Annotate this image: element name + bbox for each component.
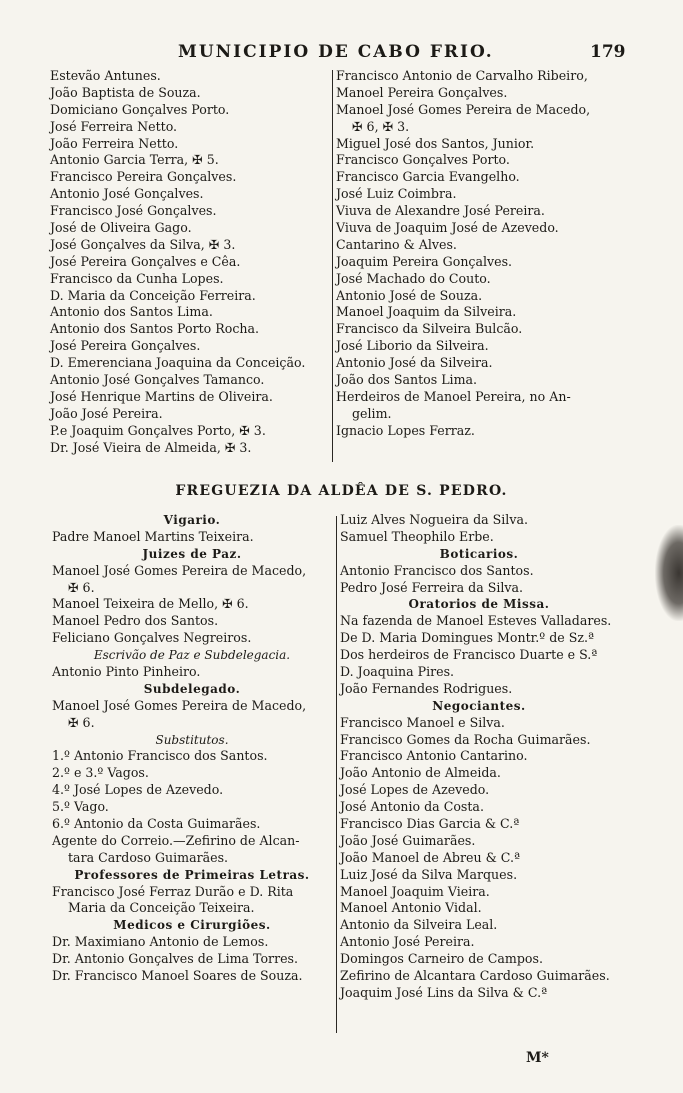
entry-substituto: 5.º Vago. (52, 799, 109, 815)
entry-resident: Francisco Gonçalves Porto. (336, 152, 510, 168)
entry-resident: Manoel Pereira Gonçalves. (336, 84, 508, 100)
bottom-right-column (340, 512, 618, 1002)
top-left-column (50, 68, 332, 456)
entry-resident: José Liborio da Silveira. (336, 338, 489, 354)
entry-professor-cont: Maria da Conceição Teixeira. (68, 900, 255, 916)
entry-substituto: 4.º José Lopes de Azevedo. (52, 782, 224, 798)
entry-resident: João Baptista de Souza. (50, 84, 201, 100)
entry-negociante: Francisco Manoel e Silva. (340, 714, 505, 730)
entry-negociante: João Manoel de Abreu & C.ª (340, 849, 520, 865)
heading-vigario: Vigario. (163, 513, 221, 527)
entry-resident: José Henrique Martins de Oliveira. (50, 388, 273, 404)
entry-resident: Ignacio Lopes Ferraz. (336, 422, 475, 438)
heading-substitutos: Substitutos. (155, 732, 229, 747)
entry-agente-correio: Agente do Correio.—Zefirino de Alcan- (52, 832, 300, 848)
entry-resident: José Gonçalves da Silva, ✠ 3. (50, 236, 236, 252)
entry-resident: Antonio José de Souza. (336, 287, 483, 303)
entry-resident: Herdeiros de Manoel Pereira, no An- (336, 388, 571, 404)
entry-resident: Antonio José da Silveira. (336, 355, 493, 371)
heading-medicos: Medicos e Cirurgiões. (113, 918, 271, 933)
entry-negociante: Antonio da Silveira Leal. (340, 917, 498, 933)
entry-resident: Domiciano Gonçalves Porto. (50, 101, 230, 117)
entry-oratorio: Na fazenda de Manoel Esteves Valladares. (340, 613, 612, 629)
top-right-column (336, 68, 614, 440)
entry-resident: Viuva de Joaquim José de Azevedo. (336, 220, 559, 236)
entry-resident: João Ferreira Netto. (50, 135, 179, 151)
entry-escrivao: Antonio Pinto Pinheiro. (52, 664, 201, 680)
entry-substituto: 6.º Antonio da Costa Guimarães. (52, 816, 261, 832)
entry-juiz: Manoel José Gomes Pereira de Macedo, (52, 562, 307, 578)
page-number: 179 (590, 42, 626, 62)
entry-resident: D. Maria da Conceição Ferreira. (50, 287, 256, 303)
page-header (0, 42, 683, 66)
entry-resident: Estevão Antunes. (50, 68, 161, 83)
entry-negociante: Joaquim José Lins da Silva & C.ª (340, 984, 548, 1000)
entry-negociante: Francisco Gomes da Rocha Guimarães. (340, 731, 591, 747)
entry-negociante: Manoel Joaquim Vieira. (340, 883, 490, 899)
section-title: FREGUEZIA DA ALDÊA DE S. PEDRO. (175, 483, 508, 499)
entry-resident: Samuel Theophilo Erbe. (340, 528, 494, 544)
entry-professor: Francisco José Ferraz Durão e D. Rita (52, 883, 294, 899)
heading-negociantes: Negociantes. (432, 698, 526, 713)
entry-juiz: Feliciano Gonçalves Negreiros. (52, 630, 252, 646)
entry-resident: José Machado do Couto. (336, 270, 491, 286)
entry-subdelegado-cont: ✠ 6. (68, 714, 95, 730)
entry-resident: Antonio dos Santos Lima. (50, 304, 213, 320)
entry-resident: Antonio José Gonçalves. (50, 186, 204, 202)
entry-substituto: 1.º Antonio Francisco dos Santos. (52, 748, 268, 764)
entry-agente-correio-cont: tara Cardoso Guimarães. (68, 849, 229, 865)
entry-resident: Miguel José dos Santos, Junior. (336, 135, 535, 151)
column-divider-top (332, 70, 333, 462)
entry-resident: D. Emerenciana Joaquina da Conceição. (50, 355, 306, 371)
entry-juiz: Manoel Teixeira de Mello, ✠ 6. (52, 596, 249, 612)
entry-resident: Francisco da Silveira Bulcão. (336, 321, 523, 337)
entry-resident: José Ferreira Netto. (50, 118, 178, 134)
entry-resident: Cantarino & Alves. (336, 236, 457, 252)
page-title: MUNICIPIO DE CABO FRIO. (178, 42, 494, 62)
heading-escrivao: Escrivão de Paz e Subdelegacia. (93, 648, 291, 663)
entry-negociante: Manoel Antonio Vidal. (340, 900, 482, 916)
entry-resident: Francisco da Cunha Lopes. (50, 270, 224, 286)
entry-resident: João José Pereira. (50, 405, 163, 421)
entry-boticario: Antonio Francisco dos Santos. (340, 562, 534, 578)
entry-medico: Dr. Maximiano Antonio de Lemos. (52, 934, 269, 950)
entry-oratorio: Dos herdeiros de Francisco Duarte e S.ª (340, 647, 598, 663)
column-divider-bottom (336, 516, 337, 1033)
entry-juiz: Manoel Pedro dos Santos. (52, 613, 219, 629)
heading-subdelegado: Subdelegado. (143, 681, 241, 696)
entry-vigario: Padre Manoel Martins Teixeira. (52, 528, 254, 544)
entry-resident: Viuva de Alexandre José Pereira. (336, 203, 545, 219)
entry-resident: Antonio dos Santos Porto Rocha. (50, 321, 259, 337)
entry-negociante: José Antonio da Costa. (340, 799, 484, 815)
entry-resident: Francisco José Gonçalves. (50, 203, 217, 219)
entry-subdelegado: Manoel José Gomes Pereira de Macedo, (52, 697, 307, 713)
entry-resident: Francisco Pereira Gonçalves. (50, 169, 237, 185)
entry-resident: João dos Santos Lima. (336, 372, 478, 388)
entry-resident: José de Oliveira Gago. (50, 220, 192, 236)
bottom-left-column (52, 512, 332, 985)
entry-resident: P.e Joaquim Gonçalves Porto, ✠ 3. (50, 422, 266, 438)
entry-juiz-cont: ✠ 6. (68, 579, 95, 595)
entry-resident: Manoel José Gomes Pereira de Macedo, (336, 101, 591, 117)
entry-resident: Dr. José Vieira de Almeida, ✠ 3. (50, 439, 252, 455)
negociantes-list (340, 715, 618, 1002)
entry-negociante: Francisco Antonio Cantarino. (340, 748, 528, 764)
entry-resident: José Pereira Gonçalves e Cêa. (50, 253, 241, 269)
entry-oratorio: João Fernandes Rodrigues. (340, 680, 513, 696)
entry-medico: Dr. Francisco Manoel Soares de Souza. (52, 968, 303, 984)
entry-negociante: João Antonio de Almeida. (340, 765, 501, 781)
entry-resident: José Pereira Gonçalves. (50, 338, 201, 354)
entry-medico: Dr. Antonio Gonçalves de Lima Torres. (52, 951, 299, 967)
heading-boticarios: Boticarios. (439, 546, 519, 561)
signature-mark: M* (526, 1050, 549, 1066)
entry-substituto: 2.º e 3.º Vagos. (52, 765, 149, 781)
entry-resident: Luiz Alves Nogueira da Silva. (340, 512, 528, 527)
entry-resident: Manoel Joaquim da Silveira. (336, 304, 517, 320)
entry-oratorio: De D. Maria Domingues Montr.º de Sz.ª (340, 630, 595, 646)
entry-negociante: José Lopes de Azevedo. (340, 782, 490, 798)
entry-negociante: Luiz José da Silva Marques. (340, 866, 518, 882)
heading-oratorios: Oratorios de Missa. (408, 597, 550, 612)
entry-resident: Antonio Garcia Terra, ✠ 5. (50, 152, 219, 168)
entry-resident: Joaquim Pereira Gonçalves. (336, 253, 513, 269)
entry-boticario: Pedro José Ferreira da Silva. (340, 579, 524, 595)
entry-negociante: João José Guimarães. (340, 832, 476, 848)
entry-negociante: Antonio José Pereira. (340, 934, 475, 950)
entry-negociante: Domingos Carneiro de Campos. (340, 951, 543, 967)
entry-negociante: Francisco Dias Garcia & C.ª (340, 816, 520, 832)
entry-resident: Francisco Garcia Evangelho. (336, 169, 520, 185)
entry-resident: José Luiz Coimbra. (336, 186, 457, 202)
entry-resident: Francisco Antonio de Carvalho Ribeiro, (336, 68, 588, 83)
ink-blot (655, 525, 683, 621)
heading-juizes: Juizes de Paz. (142, 546, 242, 561)
entry-resident: Antonio José Gonçalves Tamanco. (50, 372, 265, 388)
entry-resident: gelim. (352, 405, 392, 421)
entry-resident: ✠ 6, ✠ 3. (352, 118, 410, 134)
heading-professores: Professores de Primeiras Letras. (74, 867, 310, 882)
entry-negociante: Zefirino de Alcantara Cardoso Guimarães. (340, 968, 610, 984)
entry-oratorio: D. Joaquina Pires. (340, 664, 455, 680)
